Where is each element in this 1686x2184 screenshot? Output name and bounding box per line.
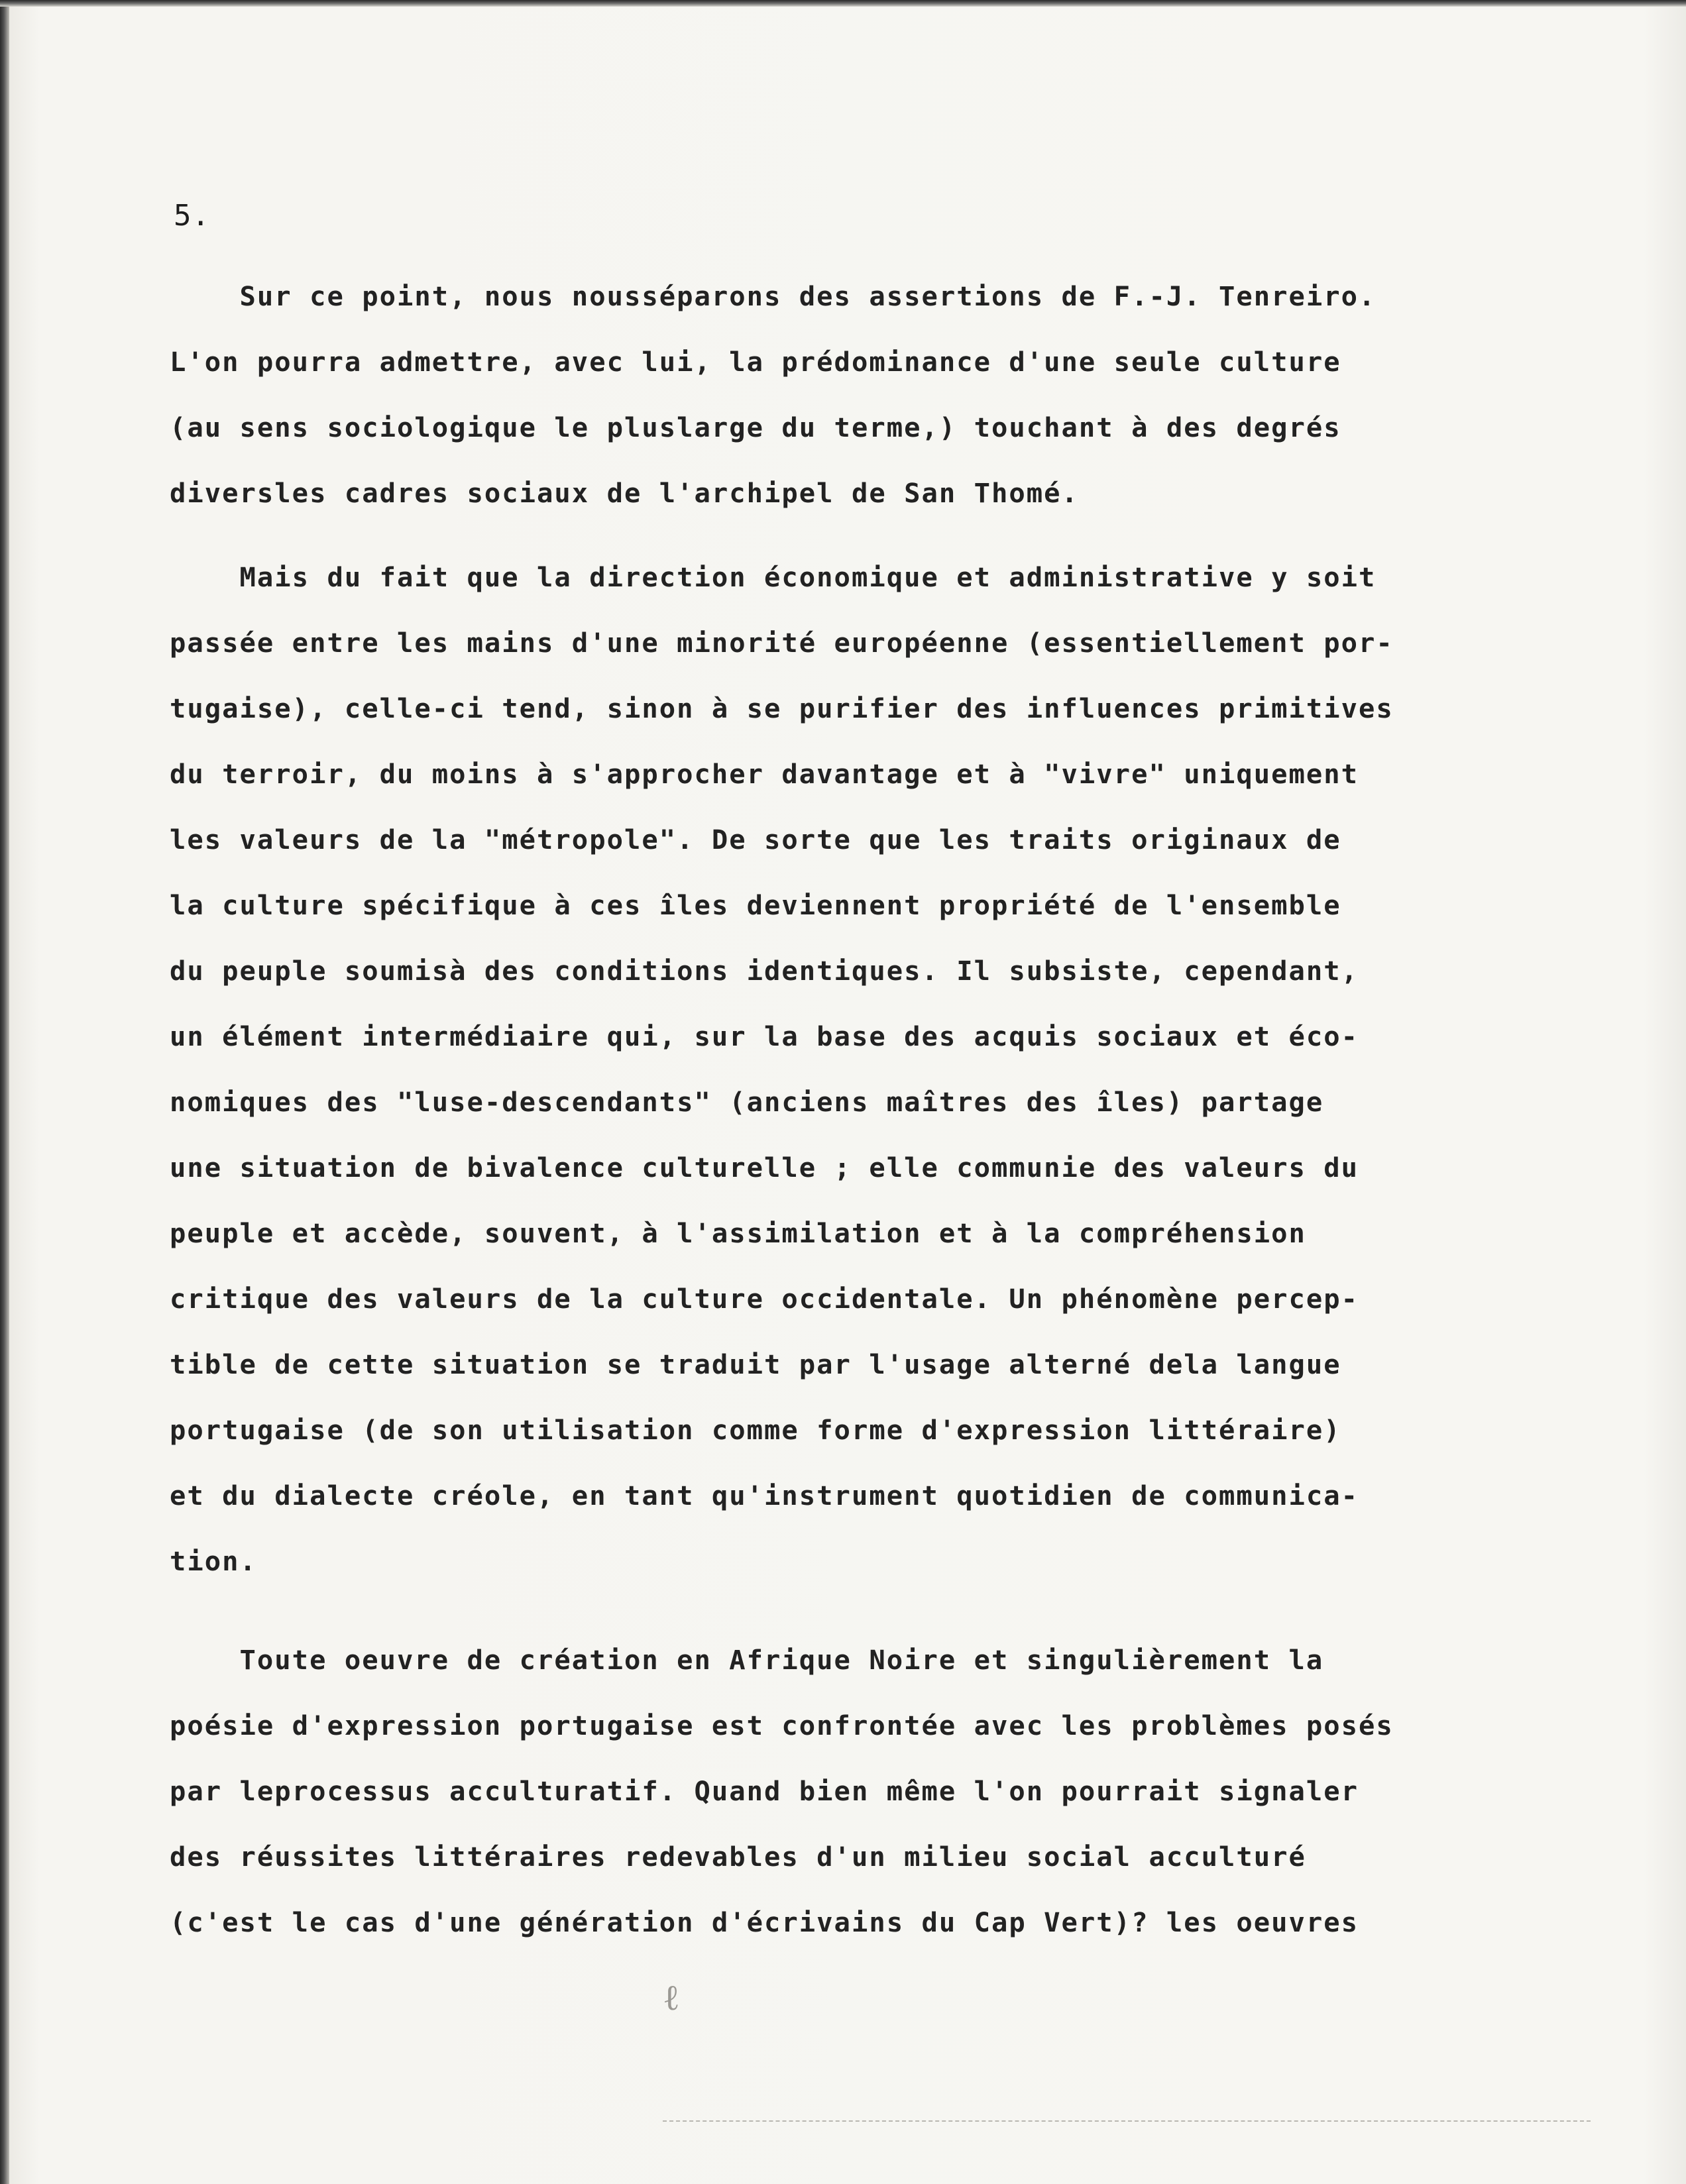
text-line: Mais du fait que la direction économique et administrative y soit: [170, 561, 1377, 593]
paragraph-2: [170, 545, 1548, 1594]
text-line: poésie d'expression portugaise est confrontée avec les problèmes posés: [170, 1710, 1394, 1741]
text-line: Sur ce point, nous nousséparons des assertions de F.-J. Tenreiro.: [170, 280, 1377, 312]
text-line: par leprocessus acculturatif. Quand bien même l'on pourrait signaler: [170, 1775, 1359, 1807]
text-line: (au sens sociologique le pluslarge du terme,) touchant à des degrés: [170, 411, 1341, 443]
text-line: la culture spécifique à ces îles deviennent propriété de l'ensemble: [170, 889, 1341, 921]
text-line: nomiques des "luse-descendants" (anciens maîtres des îles) partage: [170, 1086, 1324, 1118]
text-line: diversles cadres sociaux de l'archipel de San Thomé.: [170, 477, 1079, 509]
text-line: L'on pourra admettre, avec lui, la prédominance d'une seule culture: [170, 346, 1341, 378]
text-line: peuple et accède, souvent, à l'assimilation et à la compréhension: [170, 1217, 1306, 1249]
text-line: des réussites littéraires redevables d'un milieu social acculturé: [170, 1841, 1306, 1873]
text-line: Toute oeuvre de création en Afrique Noire et singulièrement la: [170, 1644, 1324, 1676]
text-line: une situation de bivalence culturelle ; elle communie des valeurs du: [170, 1152, 1359, 1183]
text-line: du peuple soumisà des conditions identiques. Il subsiste, cependant,: [170, 955, 1359, 987]
paragraph-1: [170, 264, 1548, 526]
ink-smudge-mark: ℓ: [663, 1977, 680, 2018]
text-line: tugaise), celle-ci tend, sinon à se purifier des influences primitives: [170, 692, 1394, 724]
scan-bottom-artifact: [663, 2120, 1591, 2122]
paragraph-3: [170, 1627, 1548, 1955]
text-line: passée entre les mains d'une minorité européenne (essentiellement por-: [170, 627, 1394, 659]
text-line: un élément intermédiaire qui, sur la base des acquis sociaux et éco-: [170, 1020, 1359, 1052]
scan-top-edge: [0, 0, 1686, 7]
text-line: critique des valeurs de la culture occidentale. Un phénomène percep-: [170, 1283, 1359, 1315]
text-line: portugaise (de son utilisation comme forme d'expression littéraire): [170, 1414, 1341, 1446]
text-line: et du dialecte créole, en tant qu'instrument quotidien de communica-: [170, 1480, 1359, 1511]
text-line: (c'est le cas d'une génération d'écrivains du Cap Vert)? les oeuvres: [170, 1906, 1359, 1938]
page-number: 5.: [174, 199, 210, 233]
text-line: tion.: [170, 1545, 257, 1577]
text-line: du terroir, du moins à s'approcher davantage et à "vivre" uniquement: [170, 758, 1359, 790]
scan-left-edge: [0, 0, 9, 2184]
text-line: les valeurs de la "métropole". De sorte que les traits originaux de: [170, 824, 1341, 855]
text-line: tible de cette situation se traduit par l'usage alterné dela langue: [170, 1348, 1341, 1380]
